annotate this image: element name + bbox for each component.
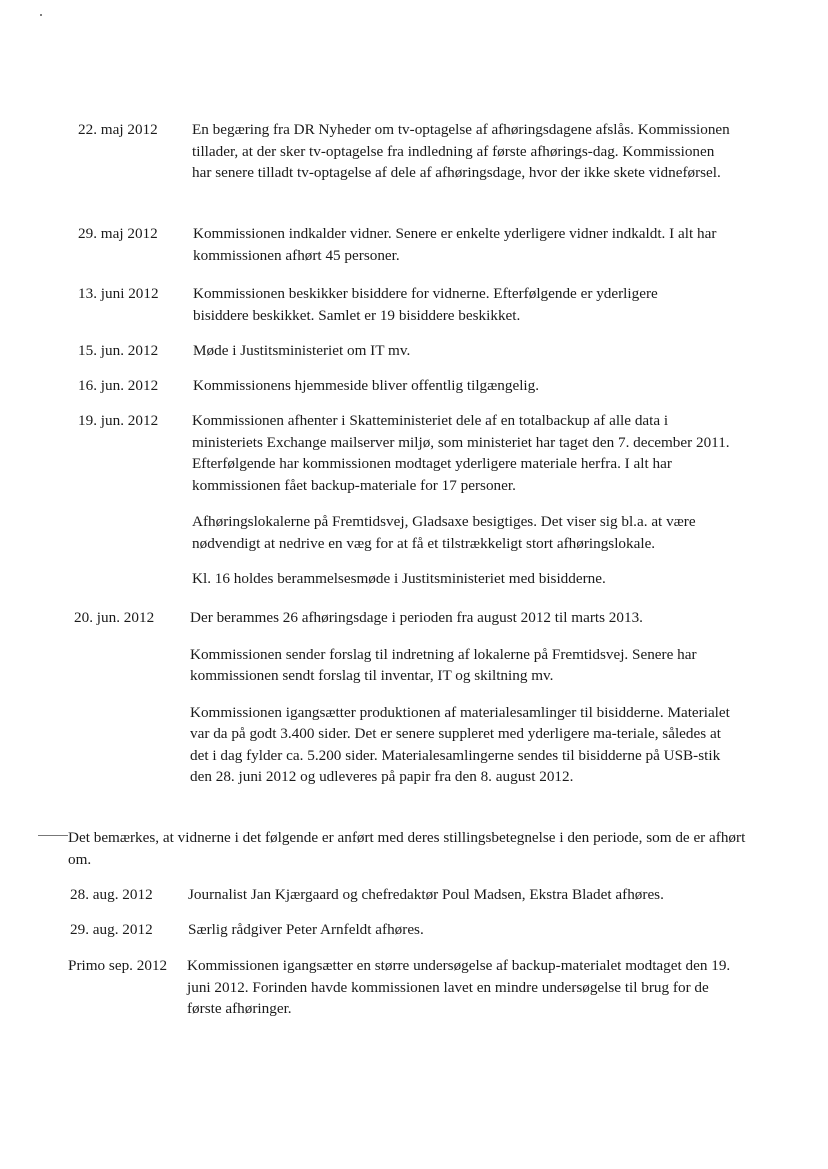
entry-text <box>188 919 736 941</box>
entry-date: 22. maj 2012 <box>78 121 158 138</box>
entry-date: 19. jun. 2012 <box>78 412 159 429</box>
entry-paragraph: En begæring fra DR Nyheder om tv-optagelse af afhøringsdagene afslås. Kommissionen tillader, at der sker tv-optagelse fra indledning af første afhørings-dag. Kommissionen har senere tilladt tv-optagelse af dele af afhøringsdage, hvor der ikke skete vidneførsel. <box>192 121 730 181</box>
entry-text <box>190 607 742 788</box>
entry-text <box>193 375 741 397</box>
entry-paragraph: Møde i Justitsministeriet om IT mv. <box>193 342 411 359</box>
entry-paragraph: Kommissionens hjemmeside bliver offentlig tilgængelig. <box>193 377 540 394</box>
entry-date: 28. aug. 2012 <box>70 886 153 903</box>
entry-text <box>193 223 741 266</box>
entry-date: Primo sep. 2012 <box>68 957 168 974</box>
entry-date: 20. jun. 2012 <box>74 609 155 626</box>
note-paragraph: Det bemærkes, at vidnerne i det følgende er anført med deres stillingsbetegnelse i den periode, som de er afhørt om. <box>68 829 746 868</box>
entry-paragraph: Afhøringslokalerne på Fremtidsvej, Gladsaxe besigtiges. Det viser sig bl.a. at være nødvendigt at nedrive en væg for at få et tilstrækkeligt stort afhøringslokale. <box>192 513 696 552</box>
entry-text <box>192 410 738 590</box>
entry-date: 15. jun. 2012 <box>78 342 159 359</box>
entry-text <box>193 283 713 326</box>
margin-mark <box>38 835 68 836</box>
entry-text <box>192 119 736 184</box>
scan-speck <box>40 14 42 16</box>
entry-date: 29. aug. 2012 <box>70 921 153 938</box>
entry-paragraph: Kommissionen indkalder vidner. Senere er enkelte yderligere vidner indkaldt. I alt har kommissionen afhørt 45 personer. <box>193 225 717 264</box>
entry-paragraph: Journalist Jan Kjærgaard og chefredaktør Poul Madsen, Ekstra Bladet afhøres. <box>188 886 664 903</box>
entry-text <box>193 340 741 362</box>
entry-date: 29. maj 2012 <box>78 225 158 242</box>
entry-paragraph: Kommissionen sender forslag til indretning af lokalerne på Fremtidsvej. Senere har kommissionen sendt forslag til inventar, IT og skiltning mv. <box>190 645 697 684</box>
entry-date: 13. juni 2012 <box>78 285 159 302</box>
entry-paragraph: Kommissionen beskikker bisiddere for vidnerne. Efterfølgende er yderligere bisiddere beskikket. Samlet er 19 bisiddere beskikket. <box>193 285 658 324</box>
entry-paragraph: Kommissionen igangsætter produktionen af materialesamlinger til bisidderne. Materialet var da på godt 3.400 sider. Det er senere suppleret med yderligere ma-teriale, således at det i dag fylder ca. 5.200 sider. Materialesamlingerne sendes til bisidderne på USB-stik den 28. juni 2012 og udleveres på papir fra den 8. august 2012. <box>190 703 730 785</box>
entry-text <box>187 955 737 1020</box>
entry-paragraph: Kommissionen igangsætter en større undersøgelse af backup-materialet modtaget den 19. juni 2012. Forinden havde kommissionen lavet en mindre undersøgelse til brug for de første afhøringer. <box>187 957 731 1017</box>
entry-paragraph: Kommissionen afhenter i Skatteministeriet dele af en totalbackup af alle data i ministeriets Exchange mailserver miljø, som ministeriet har taget den 7. december 2011. Efterfølgende har kommissionen modtaget yderligere materiale herfra. I alt har kommissionen fået backup-materiale for 17 personer. <box>192 412 730 494</box>
entry-date: 16. jun. 2012 <box>78 377 159 394</box>
entry-paragraph: Der berammes 26 afhøringsdage i perioden fra august 2012 til marts 2013. <box>190 609 643 626</box>
entry-paragraph: Særlig rådgiver Peter Arnfeldt afhøres. <box>188 921 424 938</box>
entry-text <box>188 884 736 906</box>
entry-paragraph: Kl. 16 holdes berammelsesmøde i Justitsministeriet med bisidderne. <box>192 570 606 587</box>
